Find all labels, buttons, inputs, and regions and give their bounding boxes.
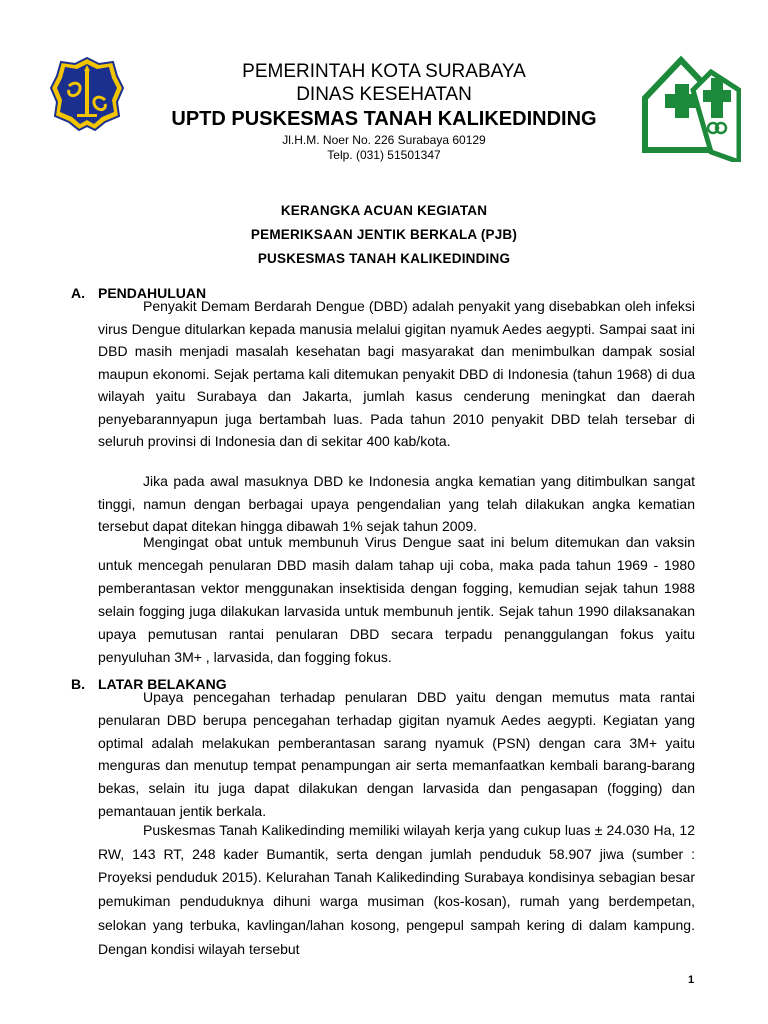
letterhead-institution: UPTD PUSKESMAS TANAH KALIKEDINDING bbox=[171, 108, 597, 130]
title-line-1: KERANGKA ACUAN KEGIATAN bbox=[280, 203, 488, 218]
section-title: PENDAHULUAN bbox=[98, 285, 207, 301]
letterhead bbox=[140, 60, 628, 163]
title-line-2: PEMERIKSAAN JENTIK BERKALA (PJB) bbox=[250, 227, 518, 242]
paragraph: Upaya pencegahan terhadap penularan DBD yaitu dengan memutus mata rantai penularan DBD berupa pencegahan terhadap gigitan nyamuk Aedes aegypti. Kegiatan yang optimal adalah melakukan pemberantasan sarang nyamuk (PSN) dengan cara 3M+ yaitu menguras dan menutup tempat penampungan air serta memanfaatkan kembali barang-barang bekas, selain itu juga dapat dilakukan dengan larvasida dan pengasapan (fogging) dan pemantauan jentik berkala. bbox=[98, 689, 695, 819]
puskesmas-logo-icon bbox=[641, 50, 741, 162]
letterhead-department: DINAS KESEHATAN bbox=[296, 84, 472, 105]
section-letter: A. bbox=[71, 285, 85, 301]
title-line-3: PUSKESMAS TANAH KALIKEDINDING bbox=[257, 251, 511, 266]
document-title bbox=[0, 199, 768, 271]
letterhead-government: PEMERINTAH KOTA SURABAYA bbox=[242, 61, 526, 82]
paragraph: Puskesmas Tanah Kalikedinding memiliki wilayah kerja yang cukup luas ± 24.030 Ha, 12 RW, 143 RT, 248 kader Bumantik, serta dengan jumlah penduduk 58.907 jiwa (sumber : Proyeksi penduduk 2015). Kelurahan Tanah Kalikedinding Surabaya kondisinya sebagian besar pemukiman penduduknya dihuni warga musiman (kos-kosan), rumah yang berdempetan, selokan yang terbuka, kavlingan/lahan kosong, pengepul sampah kering di dalam kampung. Dengan kondisi wilayah tersebut bbox=[98, 822, 695, 957]
letterhead-phone: Telp. (031) 51501347 bbox=[327, 148, 441, 162]
letterhead-address: Jl.H.M. Noer No. 226 Surabaya 60129 bbox=[282, 133, 486, 147]
paragraph: Jika pada awal masuknya DBD ke Indonesia angka kematian yang ditimbulkan sangat tinggi, namun dengan berbagai upaya pengendalian yang telah dilakukan angka kematian tersebut dapat ditekan hingga dibawah 1% sejak tahun 2009. bbox=[98, 473, 695, 534]
section-letter: B. bbox=[71, 676, 85, 692]
surabaya-crest-icon bbox=[49, 56, 125, 132]
paragraph: Mengingat obat untuk membunuh Virus Dengue saat ini belum ditemukan dan vaksin untuk mencegah penularan DBD masih dalam tahap uji coba, maka pada tahun 1969 - 1980 pemberantasan vektor menggunakan insektisida dengan fogging, kemudian sejak tahun 1988 selain fogging juga dilakukan larvasida untuk membunuh jentik. Sejak tahun 1990 dilaksanakan upaya pemutusan rantai penularan DBD secara terpadu penanggulangan fokus yaitu penyuluhan 3M+ , larvasida, dan fogging fokus. bbox=[98, 534, 695, 665]
paragraph: Penyakit Demam Berdarah Dengue (DBD) adalah penyakit yang disebabkan oleh infeksi virus Dengue ditularkan kepada manusia melalui gigitan nyamuk Aedes aegypti. Sampai saat ini DBD masih menjadi masalah kesehatan bagi masyarakat dan menimbulkan dampak sosial maupun ekonomi. Sejak pertama kali ditemukan penyakit DBD di Indonesia (tahun 1968) di dua wilayah yaitu Surabaya dan Jakarta, jumlah kasus cenderung meningkat dan daerah penyebarannyapun juga bertambah luas. Pada tahun 2010 penyakit DBD telah tersebar di seluruh provinsi di Indonesia dan di sekitar 400 kab/kota. bbox=[98, 298, 695, 449]
section-title: LATAR BELAKANG bbox=[98, 676, 227, 692]
page-number: 1 bbox=[688, 974, 695, 986]
